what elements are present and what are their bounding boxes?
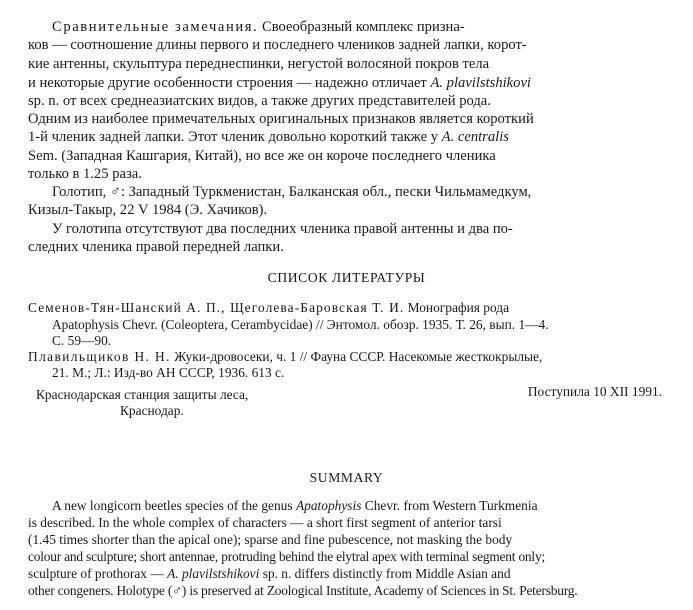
remarks-text: только в 1.25 раза. [28, 166, 142, 182]
affiliation-line-2 [120, 402, 184, 420]
remarks-line-9 [28, 165, 142, 183]
summary-text: Chevr. from Western Turkmenia [364, 498, 538, 513]
received-date [470, 383, 662, 401]
remarks-text: кие антенны, скульптура переднеспинки, негустой волосяной покров тела [28, 56, 490, 72]
remarks-text: ков — соотношение длины первого и последнего члеников задней лапки, корот- [28, 37, 527, 53]
remarks-text: и некоторые другие особенности строения — надежно отличает [28, 75, 427, 91]
summary-text: other congeners. Holotype (♂) is preserved at Zoological Institute, Academy of Sciences in St. Petersburg. [28, 583, 578, 598]
summary-text: A new longicorn beetles species of the genus [52, 498, 293, 513]
summary-text: is described. In the whole complex of characters — a short first segment of anterior tarsi [28, 515, 502, 530]
summary-text: sculpture of prothorax — [28, 566, 164, 581]
remarks-heading: Сравнительные замечания. [52, 19, 259, 35]
holotype-line-2 [28, 201, 267, 219]
species-name: A. plavilstshikovi [167, 566, 260, 581]
remarks-text: Одним из наиболее примечательных оригинальных признаков является короткий [28, 111, 534, 127]
holotype-line-1 [52, 183, 531, 201]
remarks-line-5 [28, 92, 491, 110]
remarks-line-6 [28, 110, 534, 128]
species-name: A. plavilstshikovi [430, 75, 531, 91]
note-line-1 [52, 220, 513, 238]
literature-heading: СПИСОК ЛИТЕРАТУРЫ [267, 270, 426, 285]
reference-author: Плавильщиков Н. Н. [28, 349, 171, 364]
reference-text: Монография рода [407, 300, 510, 315]
reference-2-line-2 [52, 364, 284, 382]
species-name: A. centralis [441, 129, 509, 145]
remarks-line-2 [28, 36, 527, 54]
note-text: У голотипа отсутствуют два последних членика правой антенны и два по- [52, 221, 513, 237]
reference-1-line-2 [52, 316, 549, 334]
remarks-text: Своеобразный комплекс призна- [262, 19, 465, 35]
holotype-text: Голотип, ♂: Западный Туркменистан, Балканская обл., пески Чильмамедкум, [52, 184, 532, 200]
remarks-text: sp. n. от всех среднеазиатских видов, а также других представителей рода. [28, 93, 491, 109]
note-text: следних членика правой передней лапки. [28, 239, 284, 255]
summary-text: (1.45 times shorter than the apical one); sparse and fine pubescence, not masking the body [28, 532, 513, 547]
summary-line-5 [28, 565, 511, 583]
summary-text: colour and sculpture; short antennae, protruding behind the elytral apex with terminal segment only; [28, 549, 545, 564]
remarks-line-8 [28, 147, 496, 165]
reference-text: Жуки-дровосеки, ч. 1 // Фауна СССР. Насекомые жесткокрылые, [174, 349, 543, 364]
reference-1-line-1 [28, 299, 509, 317]
genus-name: Apatophysis [295, 498, 362, 513]
reference-text: 21. М.; Л.: Изд-во АН СССР, 1936. 613 с. [52, 365, 285, 380]
remarks-line-4 [28, 74, 531, 92]
summary-line-6 [28, 582, 577, 600]
note-line-2 [28, 238, 284, 256]
remarks-line-1 [52, 18, 660, 36]
summary-heading: SUMMARY [309, 470, 384, 485]
reference-author: Семенов-Тян-Шанский А. П., Щеголева-Баровская Т. И. [28, 300, 405, 315]
summary-text: sp. n. differs distinctly from Middle Asian and [262, 566, 511, 581]
affiliation-text: Краснодарская станция защиты леса, [36, 387, 249, 402]
summary-line-1 [52, 497, 538, 515]
reference-text: Apatophysis Chevr. (Coleoptera, Cerambycidae) // Энтомол. обозр. 1935. Т. 26, вып. 1—4. [52, 317, 549, 332]
affiliation-text: Краснодар. [120, 403, 184, 418]
remarks-line-3 [28, 55, 489, 73]
received-text: Поступила 10 XII 1991. [527, 384, 662, 399]
remarks-text: 1-й членик задней лапки. Этот членик довольно короткий также у [28, 129, 438, 145]
remarks-line-7 [28, 128, 509, 146]
remarks-text: Sem. (Западная Кашгария, Китай), но все же он короче последнего членика [28, 148, 496, 164]
reference-text: С. 59—90. [52, 333, 112, 348]
summary-line-3 [28, 531, 512, 549]
summary-line-4 [28, 548, 545, 566]
holotype-text: Кизыл-Такыр, 22 V 1984 (Э. Хачиков). [28, 202, 268, 218]
summary-line-2 [28, 514, 502, 532]
